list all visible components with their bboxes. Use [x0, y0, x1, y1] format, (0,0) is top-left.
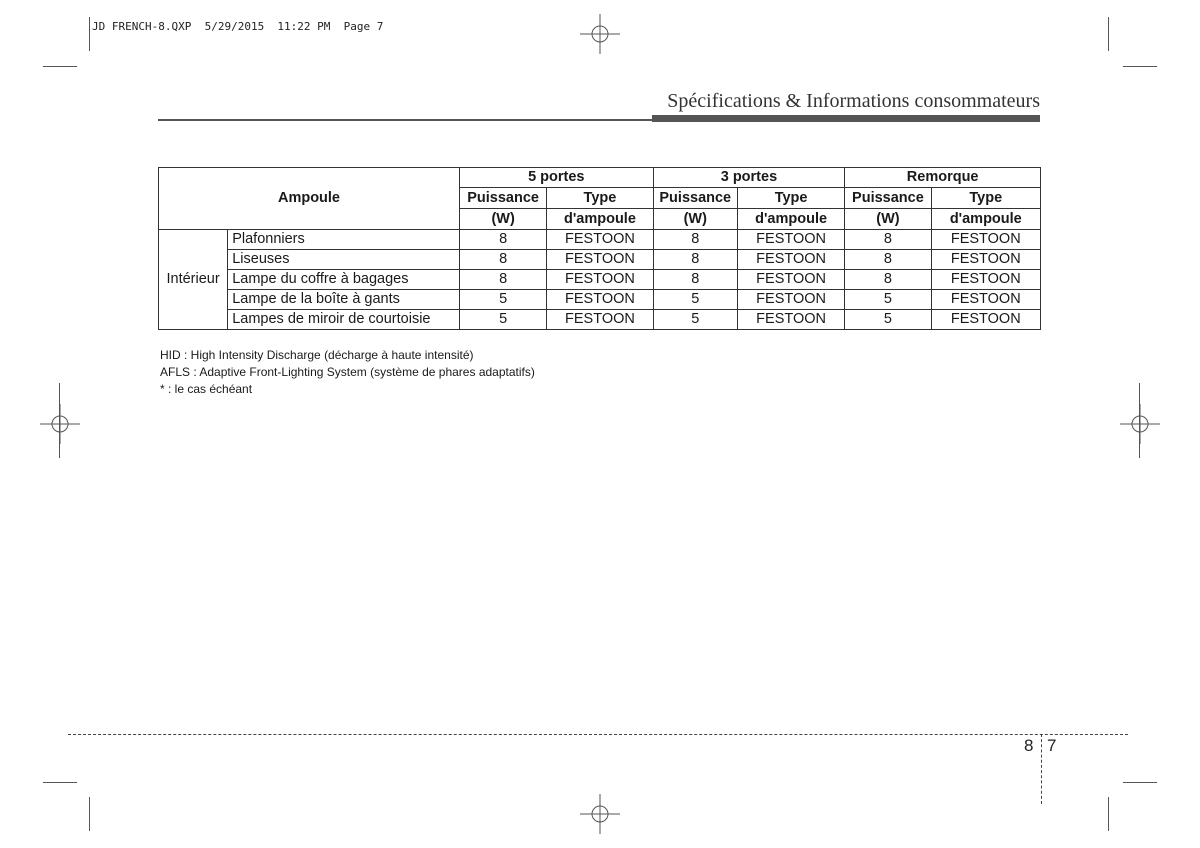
cell-value: 8 [845, 250, 931, 270]
cell-value: FESTOON [737, 250, 844, 270]
bulb-name: Lampe du coffre à bagages [228, 270, 460, 290]
registration-mark-icon [40, 404, 80, 444]
cell-value: FESTOON [931, 250, 1040, 270]
column-header-unit: (W) [459, 209, 546, 230]
column-header-ampoule: Ampoule [159, 168, 460, 230]
table-row [159, 310, 1041, 330]
cell-value: 5 [845, 310, 931, 330]
cell-value: FESTOON [547, 250, 653, 270]
bulb-name: Plafonniers [228, 230, 460, 250]
crop-mark [1108, 17, 1109, 51]
cell-value: FESTOON [547, 310, 653, 330]
crop-mark [1108, 797, 1109, 831]
column-group-header: 3 portes [653, 168, 845, 188]
table-header-row [159, 168, 1041, 188]
column-header-type-cont: d'ampoule [737, 209, 844, 230]
cell-value: FESTOON [737, 290, 844, 310]
header-rule [158, 119, 652, 121]
bulb-name: Lampe de la boîte à gants [228, 290, 460, 310]
cell-value: 8 [845, 270, 931, 290]
cell-value: FESTOON [737, 270, 844, 290]
column-header-puissance: Puissance [459, 188, 546, 209]
column-header-type: Type [547, 188, 653, 209]
section-title: Spécifications & Informations consommateurs [667, 90, 1040, 112]
table-row [159, 290, 1041, 310]
column-group-header: Remorque [845, 168, 1041, 188]
cell-value: 8 [653, 250, 737, 270]
cell-value: 8 [459, 230, 546, 250]
cell-value: 8 [459, 250, 546, 270]
column-header-unit: (W) [845, 209, 931, 230]
cell-value: FESTOON [931, 310, 1040, 330]
cell-value: FESTOON [737, 310, 844, 330]
column-group-header: 5 portes [459, 168, 653, 188]
footnotes [160, 347, 535, 398]
cell-value: FESTOON [547, 270, 653, 290]
bulb-name: Lampes de miroir de courtoisie [228, 310, 460, 330]
footer-dashed-rule [68, 734, 1128, 735]
crop-mark [89, 797, 90, 831]
cell-value: FESTOON [931, 290, 1040, 310]
header-rule-bar [652, 115, 1040, 122]
crop-mark [89, 17, 90, 51]
column-header-unit: (W) [653, 209, 737, 230]
column-header-puissance: Puissance [653, 188, 737, 209]
crop-mark [43, 782, 77, 783]
cell-value: 8 [459, 270, 546, 290]
cell-value: FESTOON [547, 230, 653, 250]
footnote: AFLS : Adaptive Front-Lighting System (système de phares adaptatifs) [160, 365, 535, 379]
cell-value: 5 [653, 290, 737, 310]
crop-mark [1123, 782, 1157, 783]
table-row [159, 250, 1041, 270]
page-number-separator [1041, 734, 1043, 804]
footnote: * : le cas échéant [160, 382, 253, 396]
table-row [159, 270, 1041, 290]
table-row [159, 230, 1041, 250]
cell-value: 5 [459, 290, 546, 310]
cell-value: 5 [845, 290, 931, 310]
cell-value: 5 [653, 310, 737, 330]
cell-value: 8 [653, 270, 737, 290]
cell-value: FESTOON [931, 270, 1040, 290]
column-header-type: Type [737, 188, 844, 209]
section-label: Intérieur [159, 230, 228, 330]
cell-value: 5 [459, 310, 546, 330]
cell-value: FESTOON [547, 290, 653, 310]
cell-value: FESTOON [931, 230, 1040, 250]
column-header-type-cont: d'ampoule [931, 209, 1040, 230]
cell-value: 8 [653, 230, 737, 250]
registration-mark-icon [580, 14, 620, 54]
bulb-name: Liseuses [228, 250, 460, 270]
crop-mark [43, 66, 77, 67]
bulb-spec-table [158, 167, 1041, 330]
registration-mark-icon [580, 794, 620, 834]
column-header-type: Type [931, 188, 1040, 209]
print-slug: JD FRENCH-8.QXP 5/29/2015 11:22 PM Page 7 [92, 20, 384, 33]
footnote: HID : High Intensity Discharge (décharge à haute intensité) [160, 348, 474, 362]
column-header-puissance: Puissance [845, 188, 931, 209]
crop-mark [1123, 66, 1157, 67]
registration-mark-icon [1120, 404, 1160, 444]
chapter-number: 8 [1024, 736, 1034, 755]
cell-value: FESTOON [737, 230, 844, 250]
column-header-type-cont: d'ampoule [547, 209, 653, 230]
page-number: 7 [1047, 736, 1057, 755]
cell-value: 8 [845, 230, 931, 250]
